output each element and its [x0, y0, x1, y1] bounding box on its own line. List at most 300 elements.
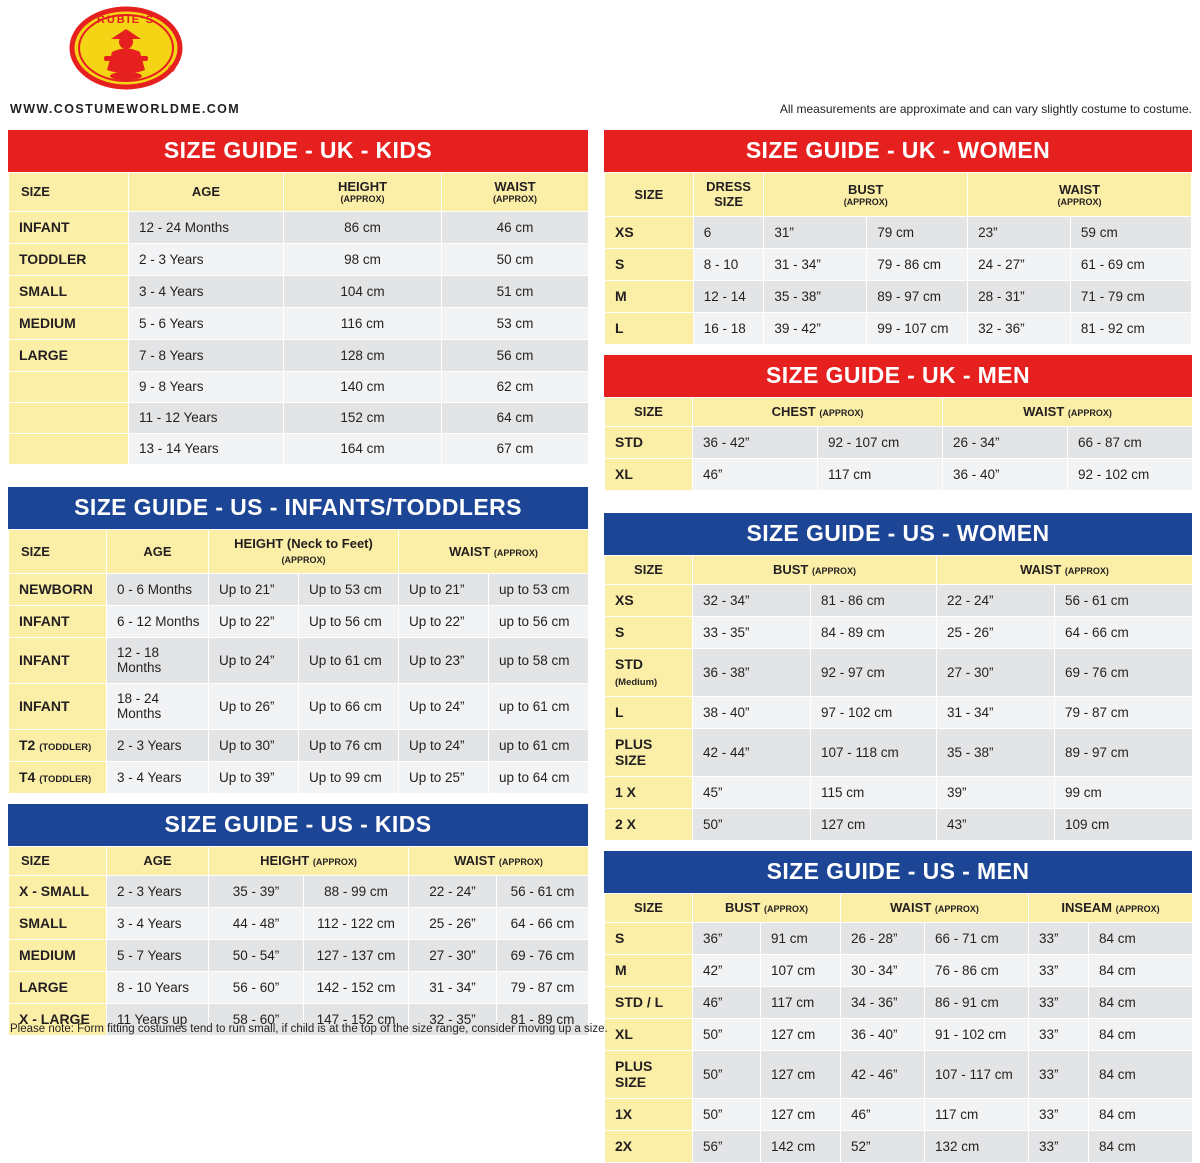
cell-inseam-in: 33” — [1029, 923, 1089, 955]
table-row — [9, 638, 589, 684]
cell-waist-cm: 61 - 69 cm — [1070, 249, 1191, 281]
header-size: SIZE — [605, 894, 693, 923]
cell-bust-cm: 81 - 86 cm — [811, 585, 937, 617]
table-row — [605, 923, 1193, 955]
table-header-row — [605, 398, 1193, 427]
cell-waist-in: 32 - 35” — [409, 1004, 497, 1036]
table-row — [9, 972, 589, 1004]
cell-waist-cm: 71 - 79 cm — [1070, 281, 1191, 313]
table-uk-women — [604, 130, 1192, 345]
header-bust: BUST (APPROX) — [764, 173, 968, 217]
cell-waist-cm: up to 64 cm — [489, 762, 589, 794]
cell-waist-in: 43” — [937, 809, 1055, 841]
cell-waist-in: 26 - 34” — [943, 427, 1068, 459]
spacer — [604, 491, 1192, 513]
cell-age: 12 - 18 Months — [107, 638, 209, 684]
cell-height-in: Up to 24” — [209, 638, 299, 684]
cell-size: 2 X — [605, 809, 693, 841]
cell-height-in: Up to 39” — [209, 762, 299, 794]
table-row — [605, 1019, 1193, 1051]
cell-size: PLUS SIZE — [605, 729, 693, 777]
cell-waist-cm: 117 cm — [925, 1099, 1029, 1131]
cell-age: 7 - 8 Years — [129, 340, 284, 372]
cell-inseam-cm: 84 cm — [1089, 987, 1193, 1019]
cell-bust-cm: 127 cm — [811, 809, 937, 841]
cell-size: M — [605, 955, 693, 987]
cell-inseam-in: 33” — [1029, 1019, 1089, 1051]
header-waist: WAIST (APPROX) — [943, 398, 1193, 427]
cell-bust-in: 50” — [693, 1019, 761, 1051]
cell-size: STD / L — [605, 987, 693, 1019]
cell-inseam-cm: 84 cm — [1089, 1131, 1193, 1163]
cell-bust-cm: 92 - 97 cm — [811, 649, 937, 697]
right-column — [604, 130, 1192, 1163]
cell-inseam-in: 33” — [1029, 1051, 1089, 1099]
us-women-title: SIZE GUIDE - US - WOMEN — [604, 513, 1192, 555]
table-row — [605, 1051, 1193, 1099]
cell-waist: 50 cm — [442, 244, 589, 276]
cell-inseam-cm: 84 cm — [1089, 1099, 1193, 1131]
cell-waist-in: 23” — [968, 217, 1071, 249]
cell-waist-in: 39” — [937, 777, 1055, 809]
cell-waist-cm: up to 58 cm — [489, 638, 589, 684]
cell-bust-in: 31” — [764, 217, 867, 249]
cell-waist-cm: 132 cm — [925, 1131, 1029, 1163]
cell-size: 1 X — [605, 777, 693, 809]
cell-height: 140 cm — [284, 372, 442, 403]
header-bust: BUST (APPROX) — [693, 894, 841, 923]
cell-waist-in: 30 - 34” — [841, 955, 925, 987]
cell-waist-cm: 64 - 66 cm — [1055, 617, 1193, 649]
cell-size: X - SMALL — [9, 876, 107, 908]
cell-waist-in: Up to 23” — [399, 638, 489, 684]
cell-height: 86 cm — [284, 212, 442, 244]
cell-waist-in: 28 - 31” — [968, 281, 1071, 313]
cell-waist-cm: 69 - 76 cm — [1055, 649, 1193, 697]
table-row — [605, 617, 1193, 649]
table-row — [605, 313, 1192, 345]
cell-height-in: Up to 21” — [209, 574, 299, 606]
cell-waist-cm: 107 - 117 cm — [925, 1051, 1029, 1099]
cell-size: X - LARGE — [9, 1004, 107, 1036]
spacer — [604, 345, 1192, 355]
cell-height-cm: Up to 66 cm — [299, 684, 399, 730]
cell-age: 2 - 3 Years — [129, 244, 284, 276]
cell-bust-cm: 127 cm — [761, 1051, 841, 1099]
cell-waist: 46 cm — [442, 212, 589, 244]
table-uk-kids — [8, 130, 588, 465]
svg-text:RUBIE'S: RUBIE'S — [96, 14, 156, 26]
cell-height-in: Up to 22” — [209, 606, 299, 638]
cell-waist-in: Up to 24” — [399, 684, 489, 730]
header-age: AGE — [107, 847, 209, 876]
cell-size — [9, 372, 129, 403]
header-height: HEIGHT (Neck to Feet) (APPROX) — [209, 530, 399, 574]
rubies-logo-icon — [68, 6, 184, 90]
cell-waist-cm: 76 - 86 cm — [925, 955, 1029, 987]
us-men-table — [604, 893, 1193, 1163]
cell-age: 2 - 3 Years — [107, 730, 209, 762]
cell-size: 1X — [605, 1099, 693, 1131]
spacer — [8, 794, 588, 804]
cell-waist-cm: 79 - 87 cm — [497, 972, 589, 1004]
cell-bust-cm: 107 cm — [761, 955, 841, 987]
left-column — [8, 130, 588, 1036]
cell-age: 0 - 6 Months — [107, 574, 209, 606]
cell-dress-size: 12 - 14 — [693, 281, 764, 313]
cell-waist-in: 26 - 28” — [841, 923, 925, 955]
cell-age: 5 - 7 Years — [107, 940, 209, 972]
cell-age: 3 - 4 Years — [107, 908, 209, 940]
header-age: AGE — [129, 173, 284, 212]
cell-height-in: 56 - 60” — [209, 972, 304, 1004]
header-dress-size: DRESS SIZE — [693, 173, 764, 217]
cell-height-cm: Up to 61 cm — [299, 638, 399, 684]
cell-age: 9 - 8 Years — [129, 372, 284, 403]
cell-waist-cm: 79 - 87 cm — [1055, 697, 1193, 729]
cell-size: XS — [605, 585, 693, 617]
cell-height-cm: 127 - 137 cm — [304, 940, 409, 972]
cell-inseam-cm: 84 cm — [1089, 955, 1193, 987]
table-row — [9, 684, 589, 730]
footer-note: Please note: Form fitting costumes tend to run small, if child is at the top of the size range, consider moving up a size. — [10, 1023, 608, 1035]
cell-waist: 64 cm — [442, 403, 589, 434]
cell-height: 128 cm — [284, 340, 442, 372]
cell-bust-cm: 142 cm — [761, 1131, 841, 1163]
cell-waist: 62 cm — [442, 372, 589, 403]
uk-kids-table — [8, 172, 589, 465]
cell-age: 3 - 4 Years — [107, 762, 209, 794]
cell-size: T2 (TODDLER) — [9, 730, 107, 762]
table-us-women — [604, 513, 1192, 841]
table-row — [605, 217, 1192, 249]
cell-size: S — [605, 249, 694, 281]
cell-bust-in: 39 - 42” — [764, 313, 867, 345]
cell-waist-cm: 99 cm — [1055, 777, 1193, 809]
cell-size: SMALL — [9, 276, 129, 308]
cell-age: 3 - 4 Years — [129, 276, 284, 308]
cell-bust-cm: 79 cm — [867, 217, 968, 249]
table-row — [605, 1099, 1193, 1131]
cell-height: 152 cm — [284, 403, 442, 434]
cell-height-cm: Up to 56 cm — [299, 606, 399, 638]
cell-height: 116 cm — [284, 308, 442, 340]
cell-waist-in: Up to 21” — [399, 574, 489, 606]
cell-size: LARGE — [9, 972, 107, 1004]
cell-dress-size: 16 - 18 — [693, 313, 764, 345]
cell-waist-cm: 66 - 87 cm — [1068, 427, 1193, 459]
cell-age: 11 - 12 Years — [129, 403, 284, 434]
cell-bust-in: 35 - 38” — [764, 281, 867, 313]
cell-inseam-in: 33” — [1029, 955, 1089, 987]
cell-waist-in: 35 - 38” — [937, 729, 1055, 777]
table-row — [9, 730, 589, 762]
cell-inseam-in: 33” — [1029, 1099, 1089, 1131]
cell-size: L — [605, 313, 694, 345]
table-row — [605, 585, 1193, 617]
header-height: HEIGHT (APPROX) — [284, 173, 442, 212]
cell-bust-in: 31 - 34” — [764, 249, 867, 281]
table-row — [605, 697, 1193, 729]
table-header-row — [9, 173, 589, 212]
cell-bust-in: 50” — [693, 1099, 761, 1131]
cell-inseam-in: 33” — [1029, 987, 1089, 1019]
cell-size: XL — [605, 459, 693, 491]
cell-bust-in: 36 - 38” — [693, 649, 811, 697]
cell-bust-cm: 99 - 107 cm — [867, 313, 968, 345]
cell-waist-cm: up to 53 cm — [489, 574, 589, 606]
cell-waist-cm: 59 cm — [1070, 217, 1191, 249]
cell-waist-cm: 69 - 76 cm — [497, 940, 589, 972]
cell-bust-in: 38 - 40” — [693, 697, 811, 729]
cell-dress-size: 6 — [693, 217, 764, 249]
cell-chest-in: 46” — [693, 459, 818, 491]
table-header-row — [605, 894, 1193, 923]
cell-height-cm: 147 - 152 cm — [304, 1004, 409, 1036]
us-women-table — [604, 555, 1193, 841]
cell-age: 11 Years up — [107, 1004, 209, 1036]
cell-waist: 56 cm — [442, 340, 589, 372]
table-row — [605, 809, 1193, 841]
cell-size: LARGE — [9, 340, 129, 372]
table-row — [605, 729, 1193, 777]
table-header-row — [605, 173, 1192, 217]
table-row — [9, 212, 589, 244]
cell-waist-in: 22 - 24” — [937, 585, 1055, 617]
cell-height: 98 cm — [284, 244, 442, 276]
table-row — [9, 340, 589, 372]
cell-waist-in: 24 - 27” — [968, 249, 1071, 281]
cell-inseam-in: 33” — [1029, 1131, 1089, 1163]
table-row — [9, 940, 589, 972]
cell-age: 13 - 14 Years — [129, 434, 284, 465]
table-row — [605, 649, 1193, 697]
header-waist: WAIST (APPROX) — [442, 173, 589, 212]
cell-size: PLUS SIZE — [605, 1051, 693, 1099]
cell-waist-in: Up to 22” — [399, 606, 489, 638]
cell-waist-cm: up to 61 cm — [489, 684, 589, 730]
table-uk-men — [604, 355, 1192, 491]
cell-age: 12 - 24 Months — [129, 212, 284, 244]
cell-bust-in: 56” — [693, 1131, 761, 1163]
cell-height-cm: Up to 99 cm — [299, 762, 399, 794]
cell-size: MEDIUM — [9, 308, 129, 340]
cell-size: XS — [605, 217, 694, 249]
table-header-row — [9, 847, 589, 876]
cell-waist-in: 25 - 26” — [409, 908, 497, 940]
table-row — [605, 1131, 1193, 1163]
cell-size: XL — [605, 1019, 693, 1051]
cell-waist: 67 cm — [442, 434, 589, 465]
uk-women-table — [604, 172, 1192, 345]
cell-waist-cm: 56 - 61 cm — [1055, 585, 1193, 617]
cell-height-in: 58 - 60” — [209, 1004, 304, 1036]
cell-size: S — [605, 617, 693, 649]
cell-bust-cm: 117 cm — [761, 987, 841, 1019]
cell-bust-in: 50” — [693, 809, 811, 841]
table-row — [605, 987, 1193, 1019]
cell-size: MEDIUM — [9, 940, 107, 972]
cell-size: TODDLER — [9, 244, 129, 276]
table-row — [9, 276, 589, 308]
header-size: SIZE — [605, 173, 694, 217]
table-us-kids — [8, 804, 588, 1036]
cell-inseam-cm: 84 cm — [1089, 923, 1193, 955]
cell-waist-cm: 64 - 66 cm — [497, 908, 589, 940]
header-height: HEIGHT (APPROX) — [209, 847, 409, 876]
cell-height: 104 cm — [284, 276, 442, 308]
cell-age: 18 - 24 Months — [107, 684, 209, 730]
cell-height-in: Up to 30” — [209, 730, 299, 762]
us-infants-title: SIZE GUIDE - US - INFANTS/TODDLERS — [8, 487, 588, 529]
cell-height-in: Up to 26” — [209, 684, 299, 730]
cell-waist-cm: 92 - 102 cm — [1068, 459, 1193, 491]
header-age: AGE — [107, 530, 209, 574]
cell-size: INFANT — [9, 212, 129, 244]
cell-size: NEWBORN — [9, 574, 107, 606]
cell-waist-in: 42 - 46” — [841, 1051, 925, 1099]
table-row — [9, 372, 589, 403]
cell-height-in: 50 - 54” — [209, 940, 304, 972]
table-header-row — [9, 530, 589, 574]
cell-waist: 53 cm — [442, 308, 589, 340]
cell-bust-in: 33 - 35” — [693, 617, 811, 649]
uk-women-title: SIZE GUIDE - UK - WOMEN — [604, 130, 1192, 172]
cell-height-in: 44 - 48” — [209, 908, 304, 940]
cell-size: STD — [605, 427, 693, 459]
cell-waist: 51 cm — [442, 276, 589, 308]
cell-size: SMALL — [9, 908, 107, 940]
us-kids-table — [8, 846, 589, 1036]
uk-men-title: SIZE GUIDE - UK - MEN — [604, 355, 1192, 397]
uk-men-table — [604, 397, 1193, 491]
cell-waist-cm: 56 - 61 cm — [497, 876, 589, 908]
cell-dress-size: 8 - 10 — [693, 249, 764, 281]
cell-waist-cm: 109 cm — [1055, 809, 1193, 841]
header-bust: BUST (APPROX) — [693, 556, 937, 585]
header-waist: WAIST (APPROX) — [841, 894, 1029, 923]
cell-bust-cm: 127 cm — [761, 1019, 841, 1051]
cell-waist-in: 27 - 30” — [409, 940, 497, 972]
cell-waist-in: 27 - 30” — [937, 649, 1055, 697]
cell-waist-cm: 81 - 89 cm — [497, 1004, 589, 1036]
header-size: SIZE — [605, 556, 693, 585]
cell-size: 2X — [605, 1131, 693, 1163]
table-header-row — [605, 556, 1193, 585]
header-waist: WAIST (APPROX) — [937, 556, 1193, 585]
cell-bust-in: 32 - 34” — [693, 585, 811, 617]
cell-waist-in: 46” — [841, 1099, 925, 1131]
table-row — [9, 876, 589, 908]
cell-bust-cm: 79 - 86 cm — [867, 249, 968, 281]
table-row — [9, 244, 589, 276]
cell-bust-in: 36” — [693, 923, 761, 955]
cell-bust-cm: 127 cm — [761, 1099, 841, 1131]
table-row — [9, 434, 589, 465]
cell-size: L — [605, 697, 693, 729]
table-us-men — [604, 851, 1192, 1163]
cell-size: M — [605, 281, 694, 313]
cell-bust-in: 42” — [693, 955, 761, 987]
cell-age: 8 - 10 Years — [107, 972, 209, 1004]
cell-waist-in: 32 - 36” — [968, 313, 1071, 345]
table-us-infants — [8, 487, 588, 794]
cell-bust-in: 46” — [693, 987, 761, 1019]
cell-inseam-cm: 84 cm — [1089, 1019, 1193, 1051]
cell-bust-in: 45” — [693, 777, 811, 809]
cell-waist-cm: 81 - 92 cm — [1070, 313, 1191, 345]
cell-waist-cm: 91 - 102 cm — [925, 1019, 1029, 1051]
table-row — [605, 955, 1193, 987]
cell-age: 6 - 12 Months — [107, 606, 209, 638]
cell-bust-cm: 107 - 118 cm — [811, 729, 937, 777]
cell-waist-cm: up to 56 cm — [489, 606, 589, 638]
cell-inseam-cm: 84 cm — [1089, 1051, 1193, 1099]
svg-text:®: ® — [168, 64, 176, 75]
cell-waist-cm: up to 61 cm — [489, 730, 589, 762]
header-waist: WAIST (APPROX) — [968, 173, 1192, 217]
table-row — [9, 308, 589, 340]
table-row — [9, 908, 589, 940]
cell-waist-in: 22 - 24” — [409, 876, 497, 908]
cell-size: S — [605, 923, 693, 955]
cell-height: 164 cm — [284, 434, 442, 465]
cell-height-in: 35 - 39” — [209, 876, 304, 908]
uk-kids-title: SIZE GUIDE - UK - KIDS — [8, 130, 588, 172]
cell-size: T4 (TODDLER) — [9, 762, 107, 794]
rubies-logo — [68, 6, 184, 90]
cell-age: 2 - 3 Years — [107, 876, 209, 908]
us-kids-title: SIZE GUIDE - US - KIDS — [8, 804, 588, 846]
cell-size: STD (Medium) — [605, 649, 693, 697]
cell-height-cm: 88 - 99 cm — [304, 876, 409, 908]
cell-waist-cm: 86 - 91 cm — [925, 987, 1029, 1019]
us-men-title: SIZE GUIDE - US - MEN — [604, 851, 1192, 893]
cell-chest-cm: 117 cm — [818, 459, 943, 491]
table-row — [9, 762, 589, 794]
cell-size — [9, 403, 129, 434]
table-row — [9, 403, 589, 434]
cell-waist-cm: 66 - 71 cm — [925, 923, 1029, 955]
header-inseam: INSEAM (APPROX) — [1029, 894, 1193, 923]
cell-height-cm: 142 - 152 cm — [304, 972, 409, 1004]
cell-height-cm: 112 - 122 cm — [304, 908, 409, 940]
cell-chest-cm: 92 - 107 cm — [818, 427, 943, 459]
cell-bust-cm: 89 - 97 cm — [867, 281, 968, 313]
cell-waist-cm: 89 - 97 cm — [1055, 729, 1193, 777]
cell-waist-in: 36 - 40” — [841, 1019, 925, 1051]
cell-waist-in: 31 - 34” — [937, 697, 1055, 729]
cell-bust-cm: 97 - 102 cm — [811, 697, 937, 729]
spacer — [8, 465, 588, 487]
header-waist: WAIST (APPROX) — [409, 847, 589, 876]
cell-waist-in: Up to 24” — [399, 730, 489, 762]
cell-bust-cm: 115 cm — [811, 777, 937, 809]
table-row — [605, 777, 1193, 809]
page-header — [0, 0, 1200, 118]
table-row — [605, 281, 1192, 313]
cell-bust-in: 50” — [693, 1051, 761, 1099]
cell-bust-in: 42 - 44” — [693, 729, 811, 777]
spacer — [604, 841, 1192, 851]
cell-size — [9, 434, 129, 465]
cell-height-cm: Up to 76 cm — [299, 730, 399, 762]
table-row — [9, 606, 589, 638]
header-size: SIZE — [9, 847, 107, 876]
header-chest: CHEST (APPROX) — [693, 398, 943, 427]
cell-chest-in: 36 - 42” — [693, 427, 818, 459]
cell-waist-in: 34 - 36” — [841, 987, 925, 1019]
